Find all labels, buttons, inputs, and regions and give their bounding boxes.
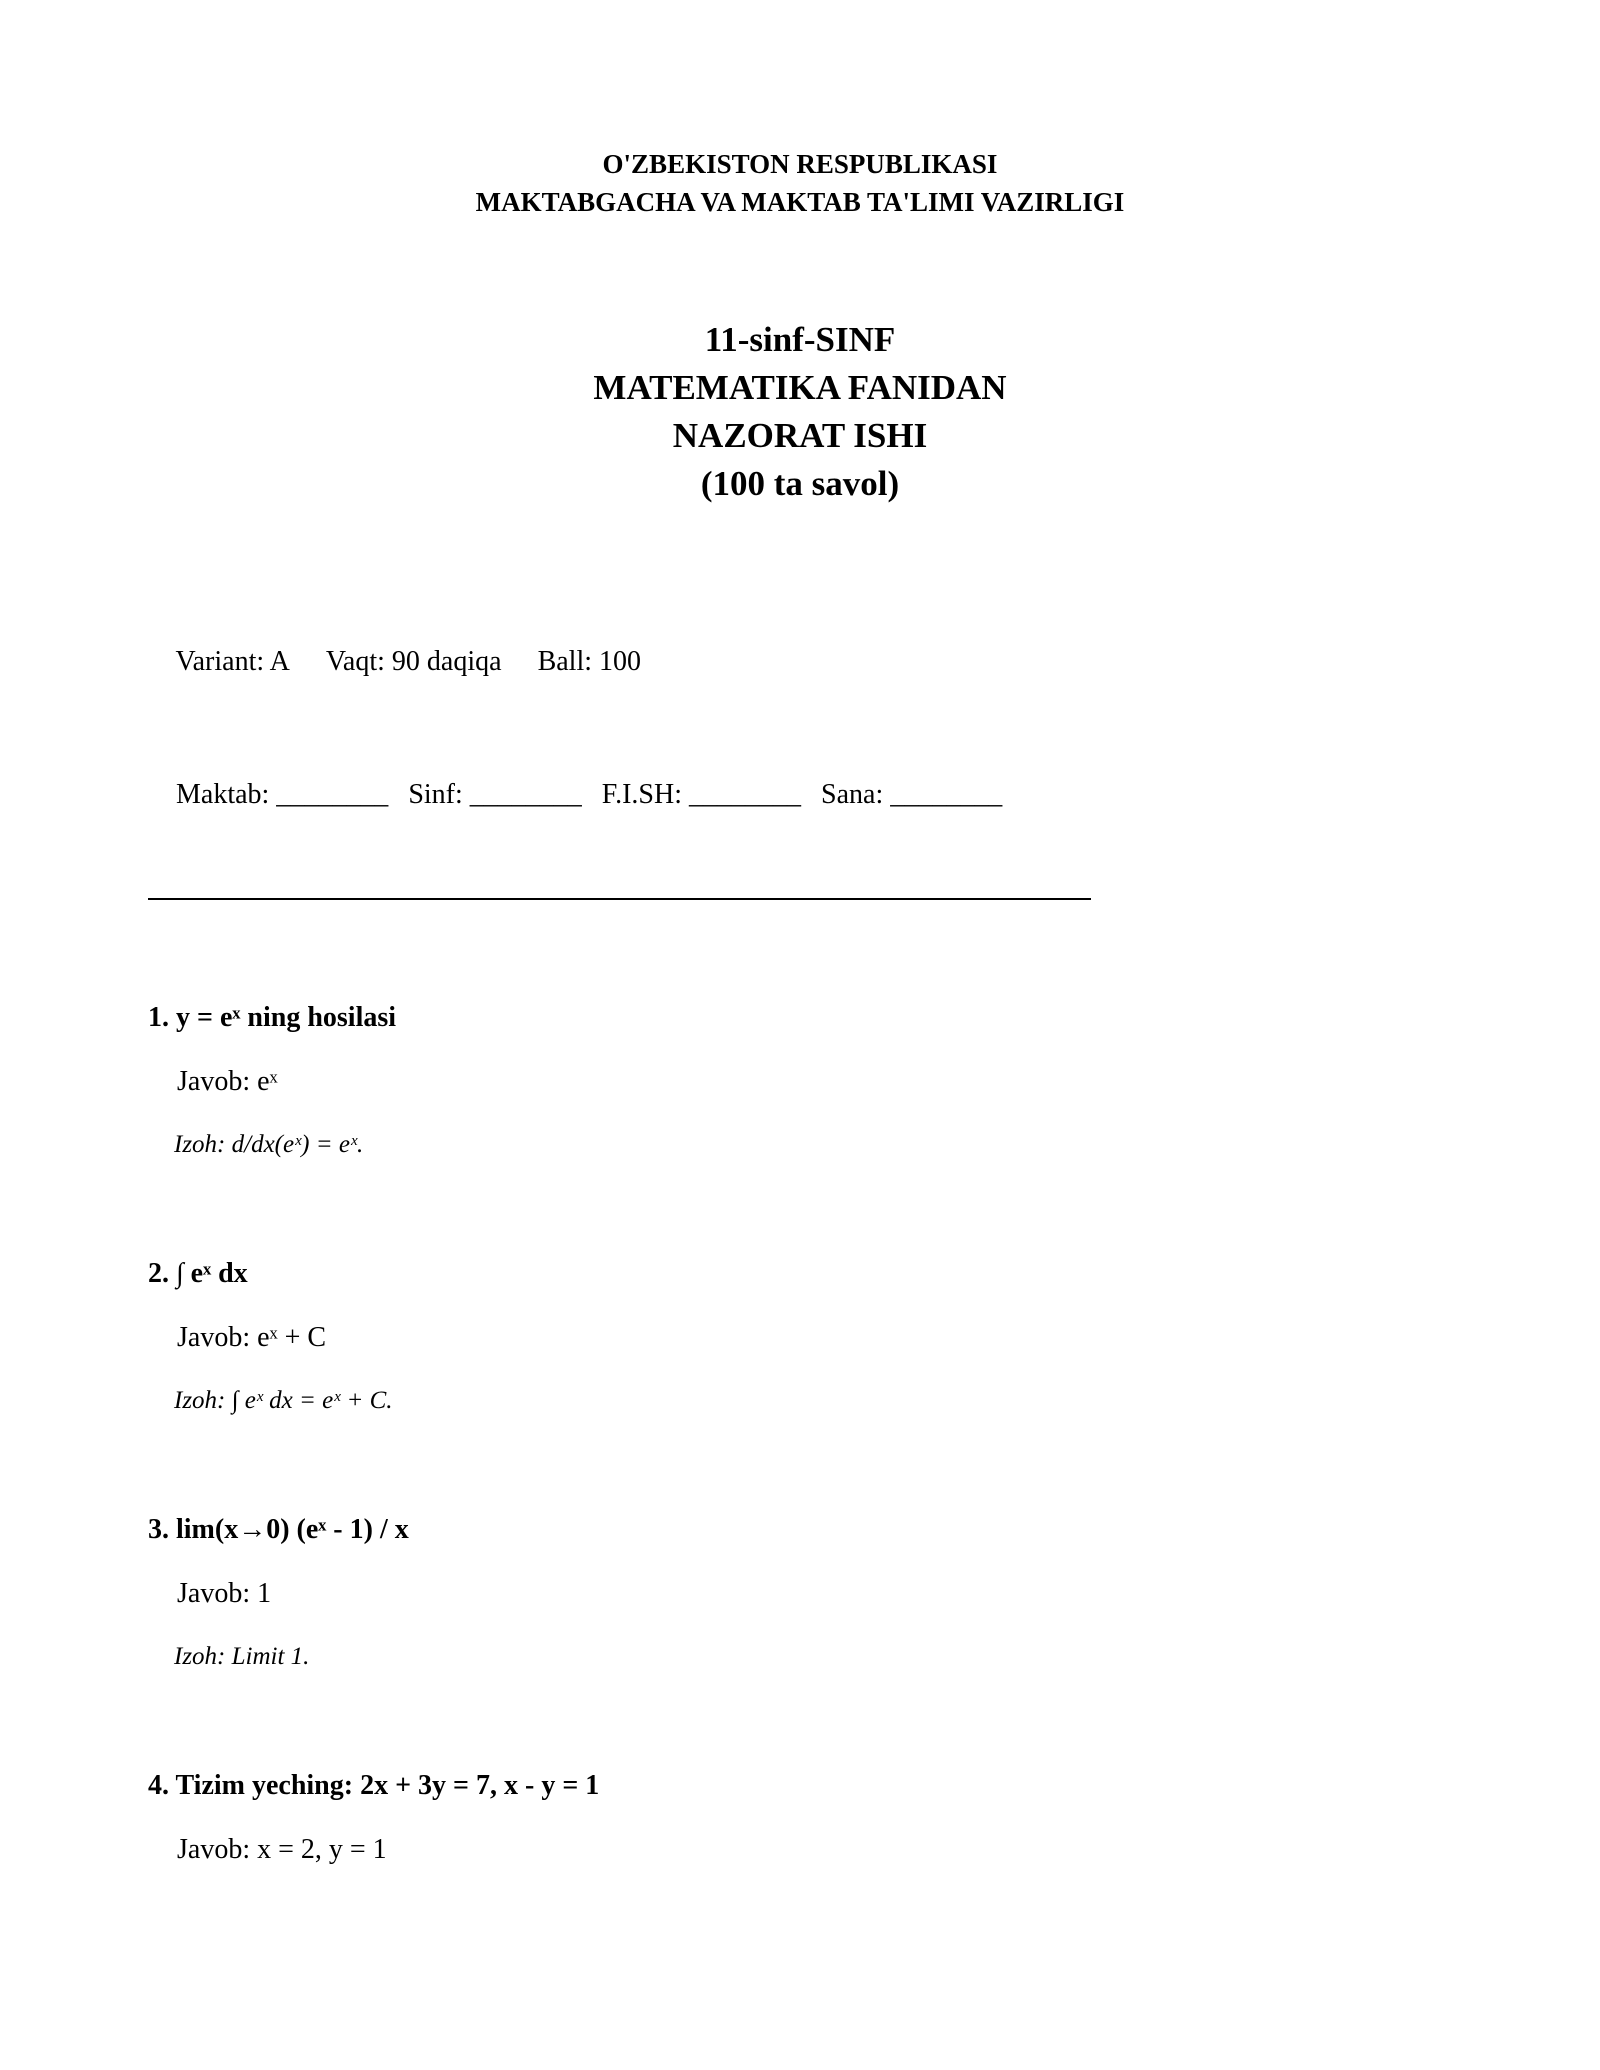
ministry-country: O'ZBEKISTON RESPUBLIKASI [602, 149, 998, 179]
title-grade: 11-sinf-SINF [704, 320, 896, 359]
question-2: 2. ∫ eˣ dx [148, 1258, 248, 1289]
title-question-count: (100 ta savol) [700, 464, 900, 503]
question-3: 3. lim(x→0) (eˣ - 1) / x [148, 1514, 409, 1545]
note-1: Izoh: d/dx(eˣ) = eˣ. [174, 1131, 364, 1158]
class-field: Sinf: ________ [408, 779, 582, 810]
school-field: Maktab: ________ [176, 779, 389, 810]
score-label: Ball: 100 [537, 646, 642, 677]
date-field: Sana: ________ [821, 779, 1003, 810]
note-3: Izoh: Limit 1. [174, 1643, 310, 1670]
student-fields [148, 735, 1022, 855]
answer-3: Javob: 1 [177, 1578, 272, 1609]
title-subject: MATEMATIKA FANIDAN [593, 368, 1007, 407]
exam-meta [148, 602, 677, 722]
question-1: 1. y = eˣ ning hosilasi [148, 1002, 397, 1033]
title-type: NAZORAT ISHI [672, 416, 928, 455]
ministry-name: MAKTABGACHA VA MAKTAB TA'LIMI VAZIRLIGI [475, 187, 1125, 217]
variant-label: Variant: A [175, 646, 290, 677]
question-4: 4. Tizim yeching: 2x + 3y = 7, x - y = 1 [148, 1770, 600, 1801]
answer-2: Javob: eˣ + C [177, 1322, 327, 1353]
name-field: F.I.SH: ________ [601, 779, 802, 810]
note-2: Izoh: ∫ eˣ dx = eˣ + C. [174, 1387, 393, 1414]
time-label: Vaqt: 90 daqiqa [325, 646, 502, 677]
answer-1: Javob: eˣ [177, 1066, 278, 1097]
answer-4: Javob: x = 2, y = 1 [177, 1834, 387, 1865]
divider-line [148, 898, 1091, 900]
